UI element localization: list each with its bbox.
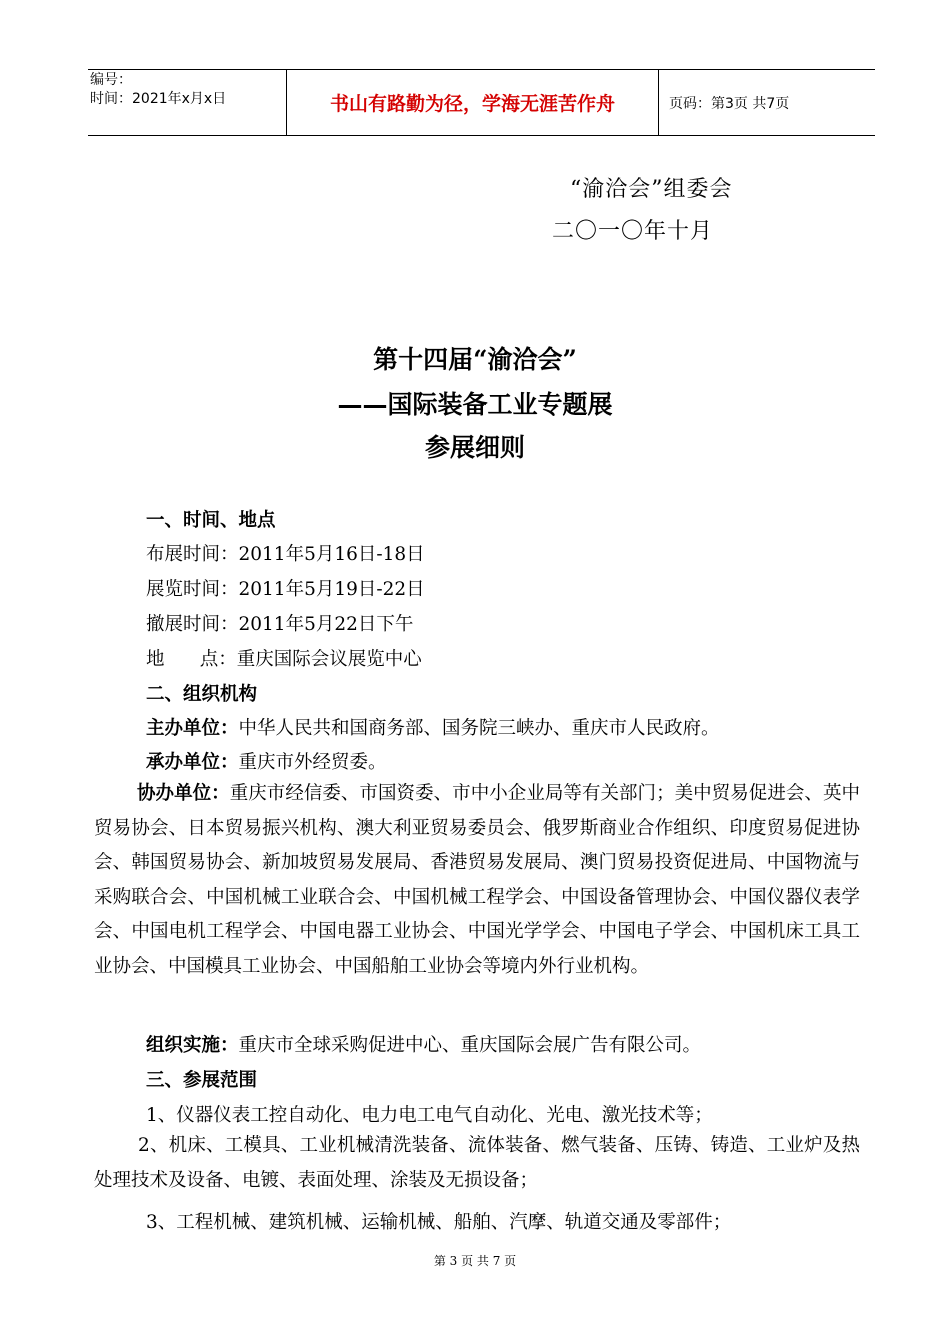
implementation-row — [146, 1031, 701, 1057]
title-line-1: 第十四届“渝洽会” — [373, 345, 577, 374]
coorganizer-value: 重庆市经信委、市国资委、市中小企业局等有关部门；美中贸易促进会、英中贸易协会、日本贸易振兴机构、澳大利亚贸易委员会、俄罗斯商业合作组织、印度贸易促进协会、韩国贸易协会、新加坡贸易发展局、香港贸易发展局、澳门贸易投资促进局、中国物流与采购联合会、中国机械工业联合会、中国机械工程学会、中国设备管理协会、中国仪器仪表学会、中国电机工程学会、中国电器工业协会、中国光学学会、中国电子学会、中国机床工具工业协会、中国模具工业协会、中国船舶工业协会等境内外行业机构。 — [94, 783, 860, 977]
host-label: 主办单位： — [146, 718, 239, 739]
header-motto: 书山有路勤为径，学海无涯苦作舟 — [286, 70, 659, 135]
section1-heading: 一、时间、地点 — [146, 510, 276, 531]
title-line-2: ——国际装备工业专题展 — [337, 390, 613, 419]
organizer-label: 承办单位： — [146, 752, 239, 773]
number-label: 编号： — [90, 72, 132, 88]
teardown-time: 撤展时间：2011年5月22日下午 — [146, 614, 414, 635]
document-header — [88, 69, 875, 136]
host-row — [146, 714, 720, 740]
section2-heading: 二、组织机构 — [146, 684, 258, 705]
title-line-3: 参展细则 — [424, 433, 525, 462]
header-page-label: 页码：第3页 共7页 — [669, 95, 790, 112]
section3-heading: 三、参展范围 — [146, 1070, 258, 1091]
coorganizer-label: 协办单位： — [137, 783, 230, 804]
scope-item-3: 3、工程机械、建筑机械、运输机械、船舶、汽摩、轨道交通及零部件； — [146, 1212, 732, 1233]
implementation-value: 重庆市全球采购促进中心、重庆国际会展广告有限公司。 — [238, 1035, 702, 1056]
header-meta — [88, 70, 286, 135]
location: 地 点：重庆国际会议展览中心 — [146, 649, 422, 670]
organizer-value: 重庆市外经贸委。 — [238, 752, 387, 773]
scope-item-2: 2、机床、工模具、工业机械清洗装备、流体装备、燃气装备、压铸、铸造、工业炉及热处理技术及设备、电镀、表面处理、涂装及无损设备； — [94, 1135, 860, 1191]
setup-time: 布展时间：2011年5月16日-18日 — [146, 544, 425, 565]
time-label: 时间：2021年x月x日 — [90, 91, 227, 107]
page-footer: 第 3 页 共 7 页 — [433, 1254, 517, 1268]
signature-date: 二〇一〇年十月 — [552, 219, 714, 244]
organizer-row — [146, 748, 387, 774]
host-value: 中华人民共和国商务部、国务院三峡办、重庆市人民政府。 — [238, 718, 720, 739]
scope-item-1: 1、仪器仪表工控自动化、电力电工电气自动化、光电、激光技术等； — [146, 1105, 713, 1126]
exhibit-time: 展览时间：2011年5月19日-22日 — [146, 579, 425, 600]
signature-org: “渝洽会”组委会 — [570, 177, 733, 202]
coorganizer-paragraph — [94, 777, 860, 984]
implementation-label: 组织实施： — [146, 1035, 239, 1056]
